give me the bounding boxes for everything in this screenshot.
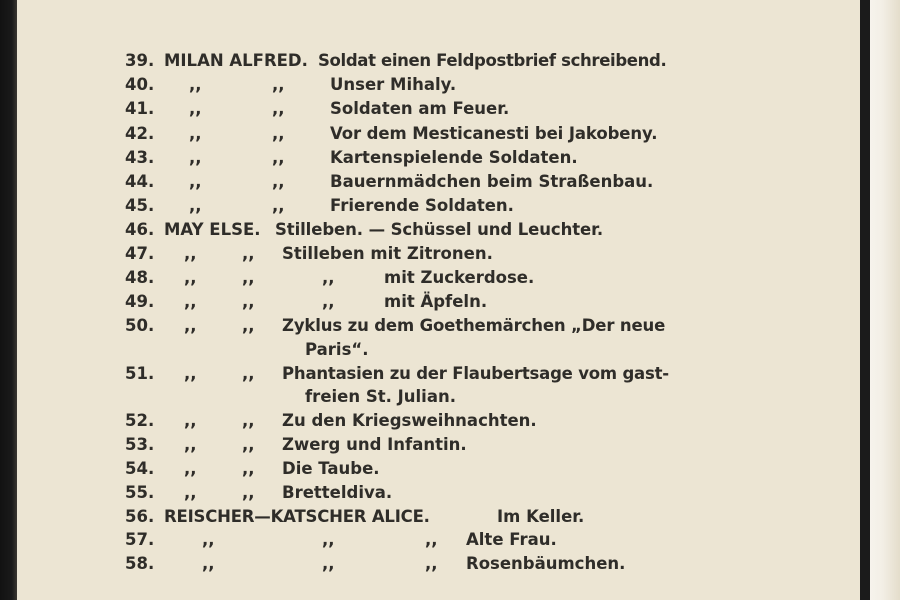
- catalogue-entry-43: [17, 146, 860, 170]
- ditto-mark: ,,: [272, 99, 285, 118]
- artist-name: MILAN ALFRED.: [164, 51, 308, 70]
- artwork-title: Zwerg und Infantin.: [282, 435, 467, 454]
- ditto-mark: ,,: [189, 124, 202, 143]
- ditto-mark: ,,: [242, 411, 255, 430]
- entry-number: 54.: [125, 459, 155, 478]
- ditto-mark: ,,: [184, 364, 197, 383]
- ditto-mark: ,,: [184, 483, 197, 502]
- catalogue-entry-52: [17, 409, 860, 433]
- ditto-mark: ,,: [189, 75, 202, 94]
- artwork-title: Bauernmädchen beim Straßenbau.: [330, 172, 654, 191]
- artwork-title-continuation: freien St. Julian.: [305, 387, 456, 406]
- ditto-mark: ,,: [189, 172, 202, 191]
- artwork-title: Alte Frau.: [466, 530, 557, 549]
- ditto-mark: ,,: [242, 435, 255, 454]
- artwork-title: Soldaten am Feuer.: [330, 99, 510, 118]
- artwork-title: Phantasien zu der Flaubertsage vom gast-: [282, 364, 669, 383]
- artwork-title: Im Keller.: [497, 507, 585, 526]
- artwork-title: Vor dem Mesticanesti bei Jakobeny.: [330, 124, 658, 143]
- catalogue-entry-41: [17, 97, 860, 121]
- catalogue-entry-40: [17, 73, 860, 97]
- catalogue-entry-39: [17, 49, 860, 73]
- ditto-mark: ,,: [322, 530, 335, 549]
- ditto-mark: ,,: [242, 316, 255, 335]
- entry-number: 50.: [125, 316, 155, 335]
- entry-number: 42.: [125, 124, 155, 143]
- artwork-title: Zyklus zu dem Goethemärchen „Der neue: [282, 316, 666, 335]
- ditto-mark: ,,: [322, 268, 335, 287]
- ditto-mark: ,,: [184, 411, 197, 430]
- entry-number: 49.: [125, 292, 155, 311]
- entry-number: 48.: [125, 268, 155, 287]
- ditto-mark: ,,: [272, 124, 285, 143]
- ditto-mark: ,,: [242, 244, 255, 263]
- ditto-mark: ,,: [189, 99, 202, 118]
- artwork-title: mit Zuckerdose.: [384, 268, 535, 287]
- ditto-mark: ,,: [322, 292, 335, 311]
- ditto-mark: ,,: [242, 268, 255, 287]
- ditto-mark: ,,: [202, 530, 215, 549]
- artwork-title: Frierende Soldaten.: [330, 196, 514, 215]
- artwork-title: Unser Mihaly.: [330, 75, 457, 94]
- catalogue-entry-47: [17, 242, 860, 266]
- ditto-mark: ,,: [272, 172, 285, 191]
- page-edge-right: [860, 0, 870, 600]
- artist-name: REISCHER—KATSCHER ALICE.: [164, 507, 430, 526]
- catalogue-entry-53: [17, 433, 860, 457]
- ditto-mark: ,,: [242, 364, 255, 383]
- entry-number: 55.: [125, 483, 155, 502]
- ditto-mark: ,,: [189, 148, 202, 167]
- catalogue-page: [17, 0, 860, 600]
- ditto-mark: ,,: [184, 459, 197, 478]
- ditto-mark: ,,: [322, 554, 335, 573]
- entry-number: 58.: [125, 554, 155, 573]
- artwork-title: Stilleben. — Schüssel und Leuchter.: [275, 220, 603, 239]
- catalogue-entry-49: [17, 290, 860, 314]
- entry-number: 43.: [125, 148, 155, 167]
- artwork-title-continuation: Paris“.: [305, 340, 369, 359]
- ditto-mark: ,,: [184, 435, 197, 454]
- artwork-title: Bretteldiva.: [282, 483, 393, 502]
- catalogue-entry-58: [17, 552, 860, 576]
- artwork-title: Soldat einen Feldpostbrief schreibend.: [318, 51, 667, 70]
- entry-number: 53.: [125, 435, 155, 454]
- ditto-mark: ,,: [184, 316, 197, 335]
- ditto-mark: ,,: [184, 268, 197, 287]
- ditto-mark: ,,: [189, 196, 202, 215]
- catalogue-entry-56: [17, 505, 860, 529]
- catalogue-entry-50: [17, 314, 860, 338]
- ditto-mark: ,,: [425, 554, 438, 573]
- artist-name: MAY ELSE.: [164, 220, 261, 239]
- catalogue-entry-51: [17, 362, 860, 386]
- artwork-title: mit Äpfeln.: [384, 292, 488, 311]
- entry-number: 44.: [125, 172, 155, 191]
- ditto-mark: ,,: [425, 530, 438, 549]
- entry-number: 45.: [125, 196, 155, 215]
- entry-number: 39.: [125, 51, 155, 70]
- catalogue-entry-50-continuation: [17, 338, 860, 362]
- ditto-mark: ,,: [184, 292, 197, 311]
- catalogue-entry-51-continuation: [17, 385, 860, 409]
- entry-number: 57.: [125, 530, 155, 549]
- entry-number: 51.: [125, 364, 155, 383]
- entry-number: 52.: [125, 411, 155, 430]
- ditto-mark: ,,: [272, 148, 285, 167]
- ditto-mark: ,,: [242, 292, 255, 311]
- entry-number: 47.: [125, 244, 155, 263]
- ditto-mark: ,,: [272, 196, 285, 215]
- page-margin-right: [870, 0, 900, 600]
- catalogue-entry-48: [17, 266, 860, 290]
- catalogue-entry-44: [17, 170, 860, 194]
- artwork-title: Kartenspielende Soldaten.: [330, 148, 578, 167]
- catalogue-entry-42: [17, 122, 860, 146]
- ditto-mark: ,,: [184, 244, 197, 263]
- artwork-title: Stilleben mit Zitronen.: [282, 244, 493, 263]
- ditto-mark: ,,: [242, 483, 255, 502]
- catalogue-entry-46: [17, 218, 860, 242]
- artwork-title: Zu den Kriegsweihnachten.: [282, 411, 537, 430]
- catalogue-entry-45: [17, 194, 860, 218]
- ditto-mark: ,,: [202, 554, 215, 573]
- catalogue-entry-55: [17, 481, 860, 505]
- entry-number: 40.: [125, 75, 155, 94]
- artwork-title: Die Taube.: [282, 459, 380, 478]
- ditto-mark: ,,: [242, 459, 255, 478]
- artwork-title: Rosenbäumchen.: [466, 554, 626, 573]
- catalogue-entry-57: [17, 528, 860, 552]
- entry-number: 46.: [125, 220, 155, 239]
- ditto-mark: ,,: [272, 75, 285, 94]
- catalogue-entry-54: [17, 457, 860, 481]
- entry-number: 41.: [125, 99, 155, 118]
- entry-number: 56.: [125, 507, 155, 526]
- page-edge-left: [0, 0, 17, 600]
